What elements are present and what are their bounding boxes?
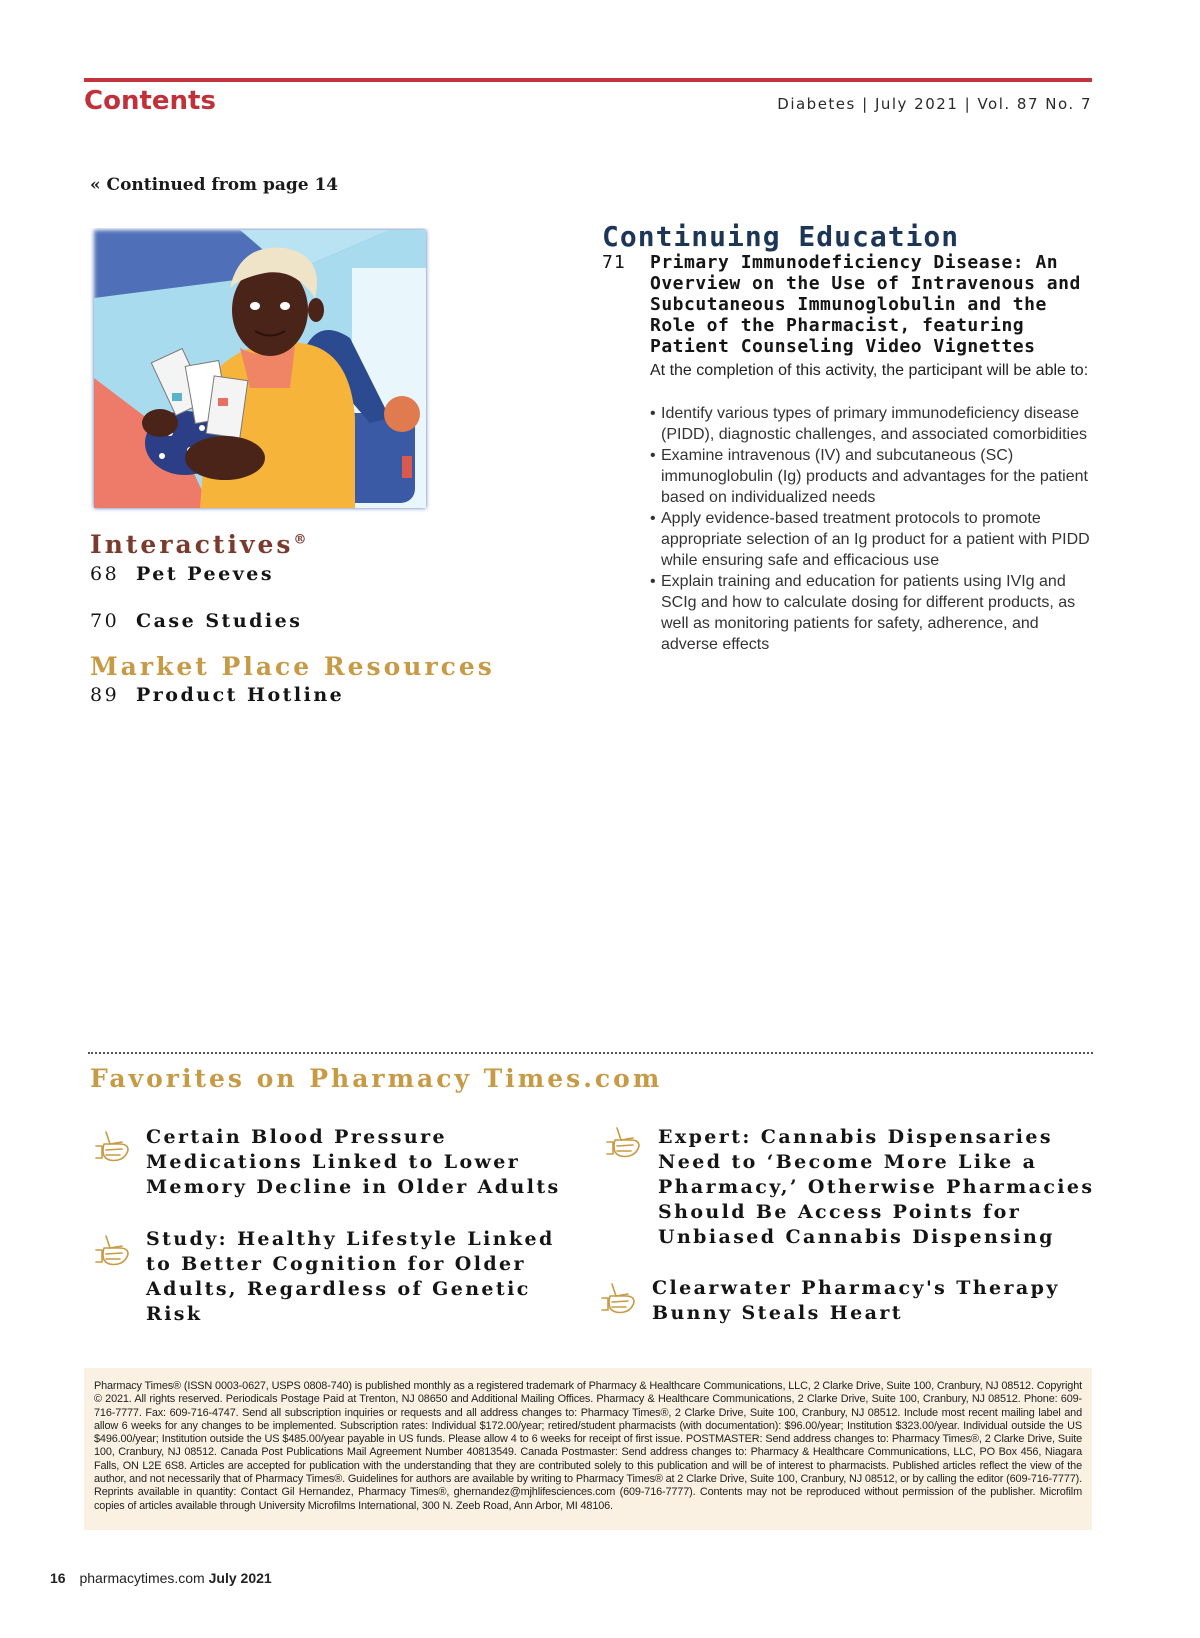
favorite-link[interactable]: Certain Blood Pressure Medications Linked to Lower Memory Decline in Older Adults bbox=[146, 1126, 561, 1198]
section-heading-interactives bbox=[90, 530, 309, 559]
publisher-legal-box bbox=[84, 1368, 1092, 1530]
favorite-link[interactable]: Clearwater Pharmacy's Therapy Bunny Steals Heart bbox=[652, 1277, 1060, 1324]
toc-item-case-studies[interactable] bbox=[90, 610, 302, 632]
favorite-link[interactable]: Study: Healthy Lifestyle Linked to Better Cognition for Older Adults, Regardless of Genetic Risk bbox=[146, 1228, 555, 1325]
toc-item-title: Pet Peeves bbox=[136, 563, 275, 585]
ce-objective: • Apply evidence-based treatment protocols to promote appropriate selection of an Ig product for a patient with PIDD while ensuring safe and efficacious use bbox=[650, 508, 1100, 571]
continued-from-link[interactable]: « Continued from page 14 bbox=[90, 175, 339, 195]
ce-intro-text: At the completion of this activity, the participant will be able to: bbox=[650, 362, 1089, 379]
interactives-heading-text: Interactives bbox=[90, 530, 294, 559]
ce-article-title[interactable]: Primary Immunodeficiency Disease: An Overview on the Use of Intravenous and Subcutaneous Immunoglobulin and the Role of the Pharmacist, featuring Patient Counseling Video Vignettes bbox=[650, 252, 1081, 357]
section-heading-favorites: Favorites on Pharmacy Times.com bbox=[90, 1064, 663, 1093]
pointing-hand-icon bbox=[603, 1124, 643, 1164]
footer-site[interactable]: pharmacytimes.com bbox=[79, 1570, 205, 1586]
toc-item-pet-peeves[interactable] bbox=[90, 563, 274, 585]
pointing-hand-icon bbox=[92, 1232, 132, 1272]
ce-objective: • Examine intravenous (IV) and subcutaneous (SC) immunoglobulin (Ig) products and advantages for the patient based on individualized needs bbox=[650, 445, 1100, 508]
toc-item-title: Product Hotline bbox=[136, 684, 345, 706]
section-divider bbox=[88, 1052, 1093, 1054]
toc-item-product-hotline[interactable] bbox=[90, 684, 344, 706]
ce-objective: • Identify various types of primary immunodeficiency disease (PIDD), diagnostic challenges, and associated comorbidities bbox=[650, 403, 1100, 445]
section-heading-market-place: Market Place Resources bbox=[90, 652, 495, 681]
legal-text: Pharmacy Times® (ISSN 0003-0627, USPS 0808-740) is published monthly as a registered trademark of Pharmacy & Healthcare Communications, LLC, 2 Clarke Drive, Suite 100, Cranbury, NJ 08512. Copyright © 2021. All rights reserved. Periodicals Postage Paid at Trenton, NJ 08650 and Additional Mailing Offices. Pharmacy & Healthcare Communications, 2 Clarke Drive, Suite 100, Cranbury, NJ 08512. Phone: 609-716-7777. Fax: 609-716-4747. Send all subscription inquiries or requests and all address changes to: Pharmacy Times®, 2 Clarke Drive, Suite 100, Cranbury, NJ 08512. Include most recent mailing label and allow 6 weeks for any changes to be implemented. Subscription rates: Individual $172.00/year; retired/student pharmacists (with documentation): $96.00/year; Institution $323.00/year. Individual outside the US $496.00/year; Institution outside the US $485.00/year payable in US funds. Please allow 4 to 6 weeks for receipt of first issue. POSTMASTER: Send address changes to: Pharmacy Times®, 2 Clarke Drive, Suite 100, Cranbury, NJ 08512. Canada Post Publications Mail Agreement Number 40813549. Canada Postmaster: Send address changes to: Pharmacy & Healthcare Communications, LLC, PO Box 456, Niagara Falls, ON L2E 6S8. Articles are accepted for publication with the understanding that they are contributed solely to this publication and will be of interest to pharmacists. Published articles reflect the view of the author, and not necessarily that of Pharmacy Times®. Guidelines for authors are available by writing to Pharmacy Times® at 2 Clarke Drive, Suite 100, Cranbury, NJ 08512, or by calling the editor (609-716-7777). Reprints available in quantity: Contact Gil Hernandez, Pharmacy Times®, ghernandez@mjhlifesciences.com (609-716-7777). Contents may not be reproduced without permission of the publisher. Microfilm copies of articles available through University Microfilms International, 300 N. Zeeb Road, Ann Arbor, MI 48106. bbox=[94, 1380, 1082, 1512]
toc-page-number: 68 bbox=[90, 563, 120, 585]
footer-page-number: 16 bbox=[50, 1570, 66, 1586]
footer-month: July 2021 bbox=[208, 1570, 272, 1586]
toc-item-title: Case Studies bbox=[136, 610, 303, 632]
toc-page-number: 89 bbox=[90, 684, 120, 706]
favorite-link[interactable]: Expert: Cannabis Dispensaries Need to ‘Become More Like a Pharmacy,’ Otherwise Pharmacies Should Be Access Points for Unbiased Cannabis Dispensing bbox=[658, 1126, 1095, 1248]
registered-mark: ® bbox=[293, 532, 310, 548]
page-footer bbox=[50, 1570, 272, 1586]
header-rule bbox=[84, 78, 1092, 82]
toc-page-number: 70 bbox=[90, 610, 120, 632]
ce-page-number: 71 bbox=[602, 252, 626, 273]
pointing-hand-icon bbox=[92, 1128, 132, 1168]
illustration-woman-with-medications bbox=[90, 228, 430, 513]
ce-objectives-list bbox=[650, 403, 1100, 655]
issue-info: Diabetes | July 2021 | Vol. 87 No. 7 bbox=[777, 95, 1092, 113]
ce-objective: • Explain training and education for patients using IVIg and SCIg and how to calculate dosing for different products, as well as monitoring patients for safety, adherence, and adverse effects bbox=[650, 571, 1100, 655]
page-title: Contents bbox=[84, 86, 216, 116]
pointing-hand-icon bbox=[598, 1280, 638, 1320]
section-heading-continuing-education: Continuing Education bbox=[602, 220, 960, 253]
